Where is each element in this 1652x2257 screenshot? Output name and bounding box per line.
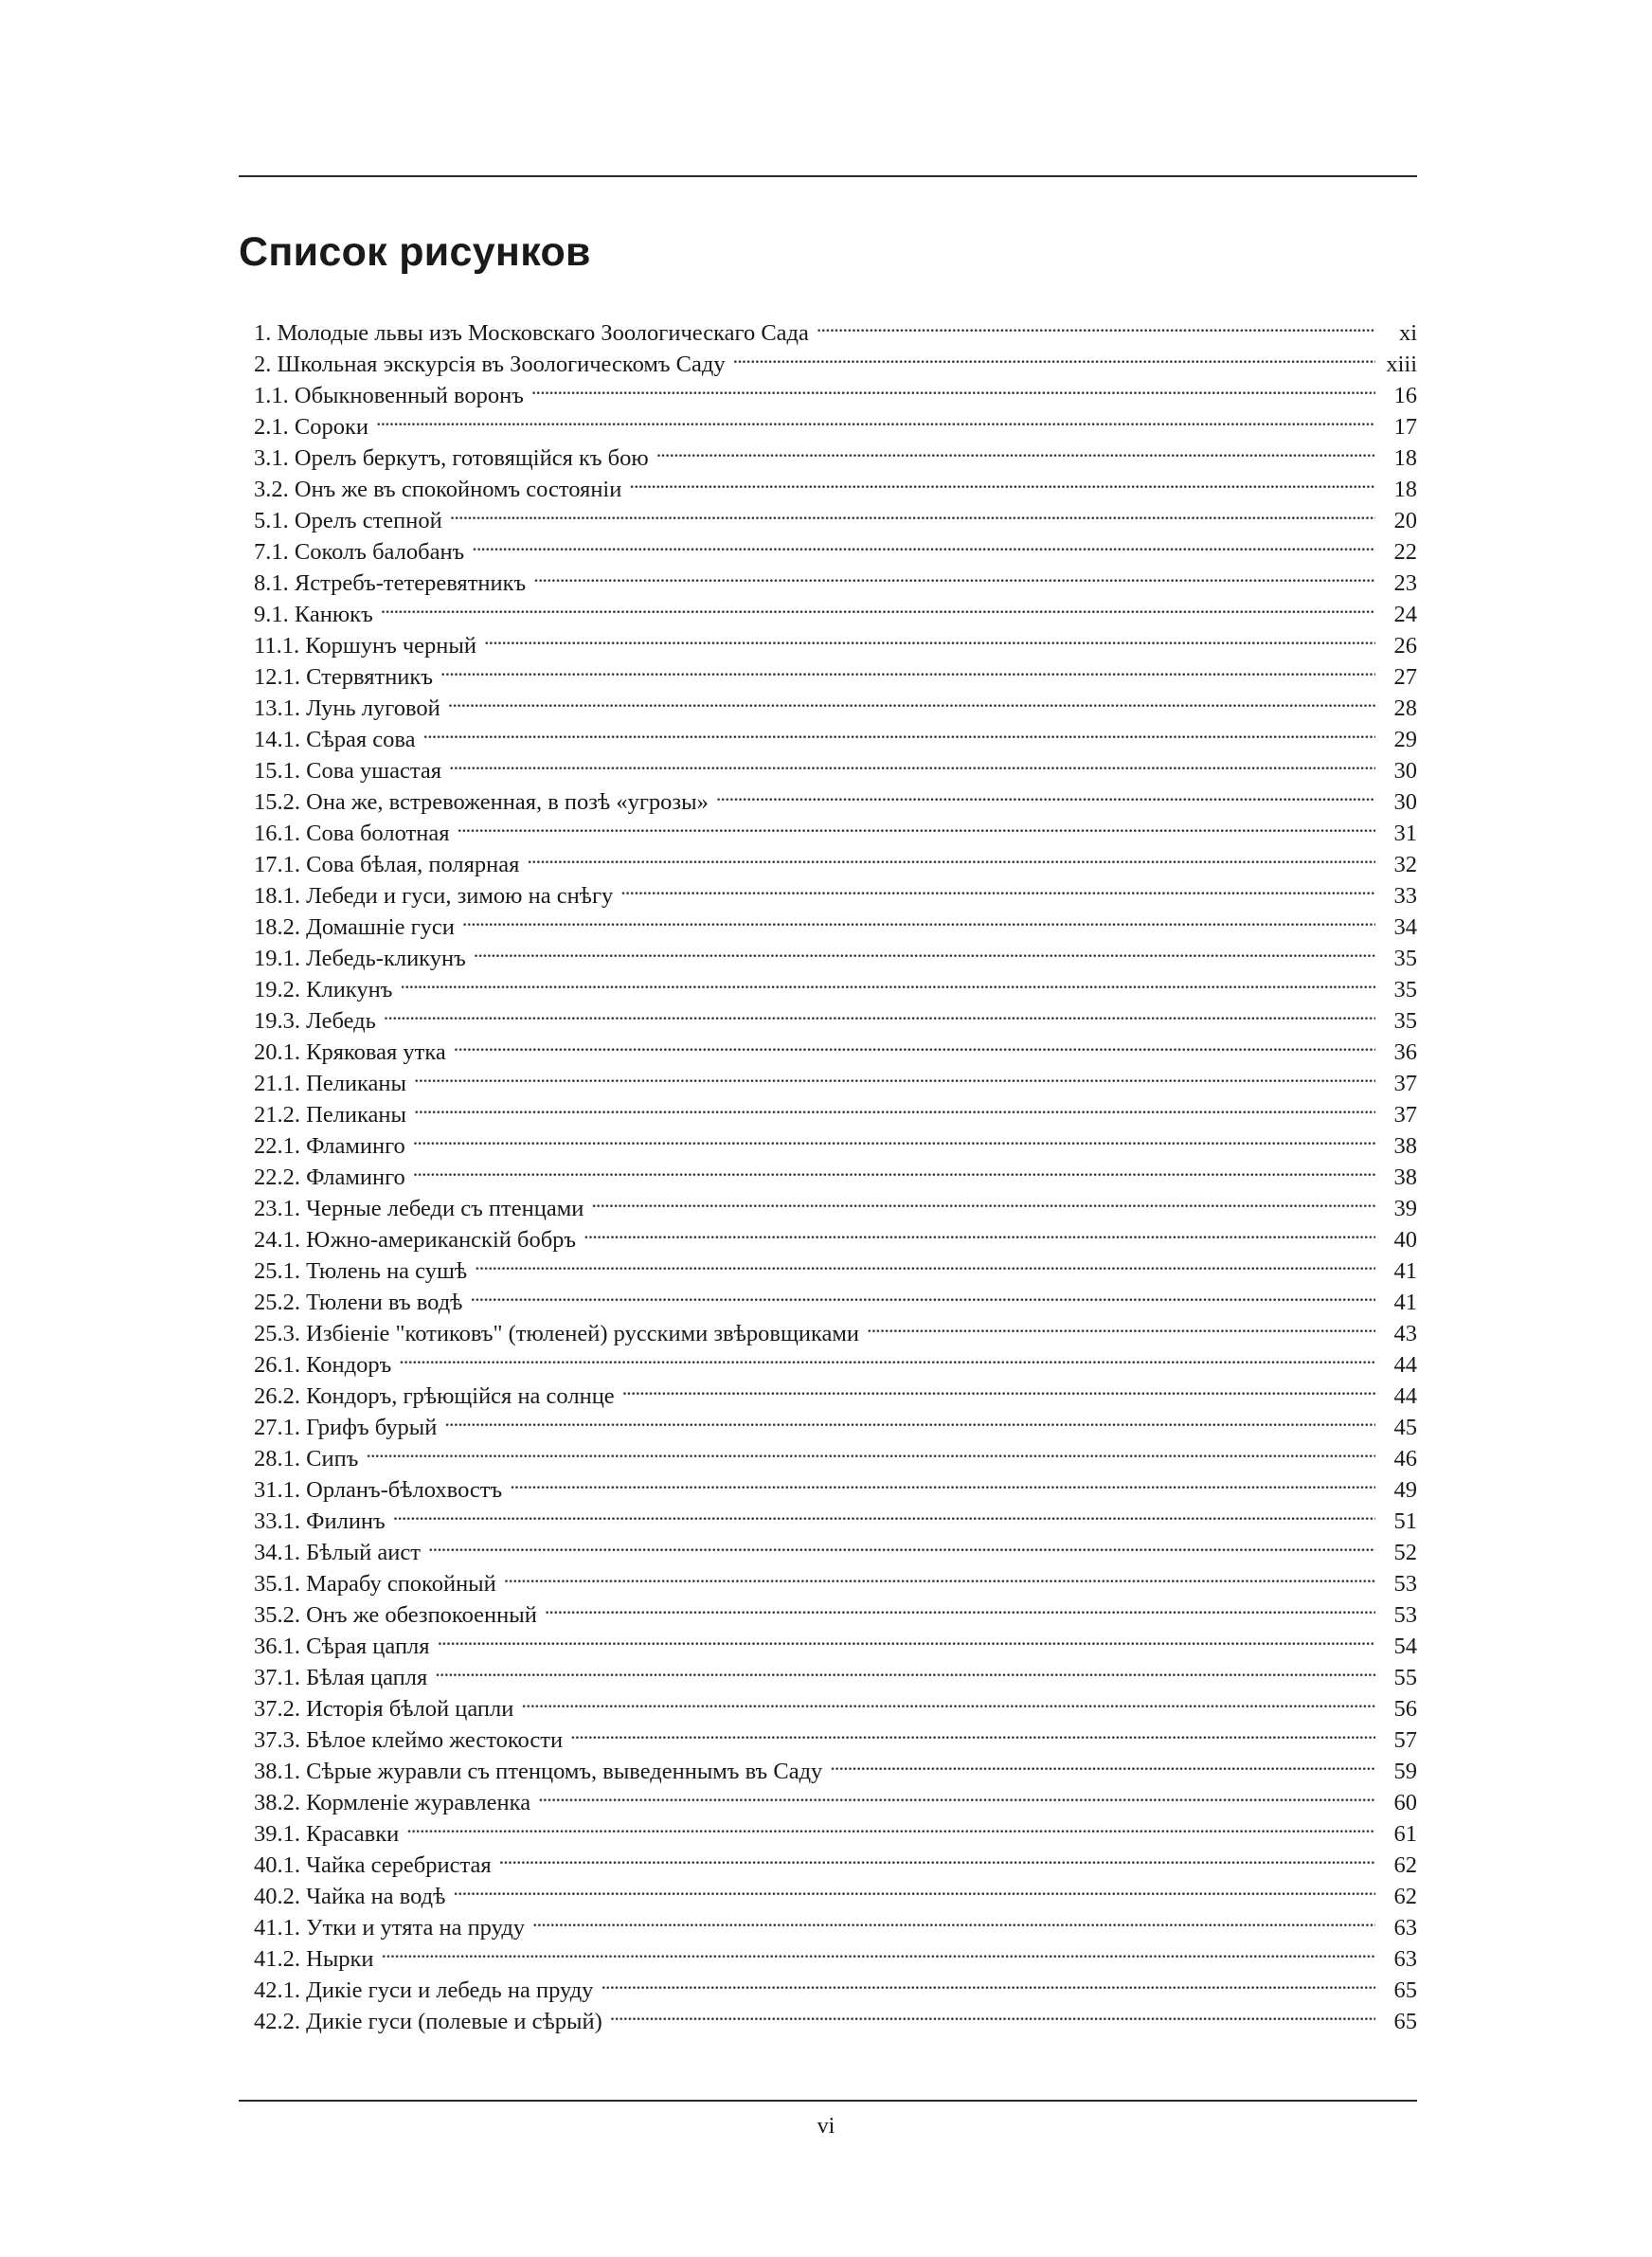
dot-leader xyxy=(428,1528,1375,1560)
dot-leader xyxy=(449,747,1375,778)
dot-leader xyxy=(584,1216,1375,1247)
toc-entry-page: 40 xyxy=(1393,1227,1417,1253)
dot-leader xyxy=(504,1560,1375,1591)
header-rule xyxy=(239,175,1417,177)
dot-leader xyxy=(400,966,1375,997)
toc-entry[interactable] xyxy=(254,1810,1417,1847)
toc-entry-page: 41 xyxy=(1393,1258,1417,1284)
dot-leader xyxy=(376,403,1375,434)
toc-entry-page: xi xyxy=(1398,320,1417,346)
toc-entry-label: 20.1. Кряковая утка xyxy=(254,1039,446,1065)
toc-entry-page: 24 xyxy=(1393,602,1417,627)
toc-entry-page: 38 xyxy=(1393,1133,1417,1159)
toc-entry-page: 17 xyxy=(1393,414,1417,440)
toc-entry-page: 27 xyxy=(1393,664,1417,690)
toc-entry[interactable] xyxy=(254,1122,1417,1159)
page-number: vi xyxy=(817,2114,835,2139)
dot-leader xyxy=(414,1091,1375,1122)
dot-leader xyxy=(393,1497,1375,1528)
toc-entry[interactable] xyxy=(254,590,1417,627)
toc-entry-label: 34.1. Бѣлый аист xyxy=(254,1540,421,1565)
toc-entry-page: 18 xyxy=(1393,445,1417,471)
toc-entry-label: 22.1. Фламинго xyxy=(254,1133,405,1159)
dot-leader xyxy=(406,1810,1375,1841)
toc-entry-label: 24.1. Южно-американскій бобръ xyxy=(254,1227,577,1253)
toc-entry-label: 31.1. Орланъ-бѣлохвостъ xyxy=(254,1477,503,1503)
toc-entry[interactable] xyxy=(254,1466,1417,1503)
dot-leader xyxy=(366,1435,1375,1466)
dot-leader xyxy=(591,1184,1375,1216)
dot-leader xyxy=(457,809,1375,840)
toc-entry[interactable] xyxy=(254,1028,1417,1065)
toc-entry[interactable] xyxy=(254,1153,1417,1190)
dot-leader xyxy=(830,1747,1375,1779)
toc-entry-page: 59 xyxy=(1393,1759,1417,1784)
dot-leader xyxy=(423,715,1375,747)
dot-leader xyxy=(450,497,1375,528)
dot-leader xyxy=(545,1591,1375,1622)
toc-entry-page: 56 xyxy=(1393,1696,1417,1722)
dot-leader xyxy=(381,590,1375,622)
dot-leader xyxy=(510,1466,1375,1497)
dot-leader xyxy=(438,1622,1375,1653)
toc-entry-page: 63 xyxy=(1393,1915,1417,1941)
toc-entry[interactable] xyxy=(254,1435,1417,1472)
toc-entry-label: 38.1. Сѣрые журавли съ птенцомъ, выведеннымъ въ Саду xyxy=(254,1759,823,1784)
dot-leader xyxy=(384,997,1375,1028)
toc-entry-label: 12.1. Стервятникъ xyxy=(254,664,433,690)
toc-entry[interactable] xyxy=(254,1935,1417,1972)
toc-entry-label: 13.1. Лунь луговой xyxy=(254,695,440,721)
toc-entry-label: 15.2. Она же, встревоженная, в позѣ «угрозы» xyxy=(254,789,709,815)
toc-entry-page: 38 xyxy=(1393,1165,1417,1190)
toc-entry-label: 2.1. Сороки xyxy=(254,414,368,440)
toc-entry-page: 22 xyxy=(1393,539,1417,565)
toc-entry[interactable] xyxy=(254,309,1417,346)
dot-leader xyxy=(620,872,1375,903)
toc-entry-label: 14.1. Сѣрая сова xyxy=(254,727,416,752)
toc-entry-page: 63 xyxy=(1393,1946,1417,1972)
toc-entry-page: 52 xyxy=(1393,1540,1417,1565)
toc-entry-page: 55 xyxy=(1393,1665,1417,1690)
toc-entry-page: 39 xyxy=(1393,1196,1417,1221)
dot-leader xyxy=(462,903,1375,934)
dot-leader xyxy=(399,1341,1375,1372)
toc-entry[interactable] xyxy=(254,1841,1417,1878)
toc-entry[interactable] xyxy=(254,715,1417,752)
toc-entry[interactable] xyxy=(254,1528,1417,1565)
dot-leader xyxy=(499,1841,1375,1872)
toc-entry-page: 30 xyxy=(1393,789,1417,815)
toc-entry-label: 36.1. Сѣрая цапля xyxy=(254,1634,430,1659)
toc-entry-label: 26.2. Кондоръ, грѣющійся на солнце xyxy=(254,1383,615,1409)
toc-entry-label: 40.2. Чайка на водѣ xyxy=(254,1884,446,1909)
toc-entry-label: 35.1. Марабу спокойный xyxy=(254,1571,496,1597)
toc-entry-label: 19.1. Лебедь-кликунъ xyxy=(254,946,466,971)
toc-entry-page: 37 xyxy=(1393,1102,1417,1128)
dot-leader xyxy=(533,559,1375,590)
toc-entry-label: 35.2. Онъ же обезпокоенный xyxy=(254,1602,537,1628)
dot-leader xyxy=(472,528,1375,559)
toc-entry-label: 5.1. Орелъ степной xyxy=(254,508,442,533)
toc-entry-label: 38.2. Кормленіе журавленка xyxy=(254,1790,531,1815)
toc-entry-label: 3.2. Онъ же въ спокойномъ состояніи xyxy=(254,477,622,502)
toc-entry-label: 16.1. Сова болотная xyxy=(254,821,450,846)
page-title: Список рисунков xyxy=(239,229,591,275)
toc-entry[interactable] xyxy=(254,1497,1417,1534)
toc-entry-label: 7.1. Соколъ балобанъ xyxy=(254,539,465,565)
toc-entry-page: 44 xyxy=(1393,1352,1417,1378)
dot-leader xyxy=(601,1966,1375,1997)
toc-entry-page: 44 xyxy=(1393,1383,1417,1409)
dot-leader xyxy=(448,684,1375,715)
dot-leader xyxy=(570,1716,1375,1747)
toc-entry-label: 21.2. Пеликаны xyxy=(254,1102,407,1128)
footer-rule xyxy=(239,2100,1417,2102)
toc-entry[interactable] xyxy=(254,622,1417,659)
toc-entry-label: 17.1. Сова бѣлая, полярная xyxy=(254,852,520,877)
toc-entry-label: 1.1. Обыкновенный воронъ xyxy=(254,383,524,408)
toc-entry-page: 65 xyxy=(1393,2009,1417,2034)
dot-leader xyxy=(610,1997,1375,2029)
toc-entry-page: 35 xyxy=(1393,946,1417,971)
toc-entry-page: 31 xyxy=(1393,821,1417,846)
toc-entry[interactable] xyxy=(254,747,1417,784)
toc-entry-page: 20 xyxy=(1393,508,1417,533)
toc-entry-page: 65 xyxy=(1393,1977,1417,2003)
toc-entry-page: 45 xyxy=(1393,1415,1417,1440)
toc-entry-label: 25.2. Тюлени въ водѣ xyxy=(254,1290,463,1315)
toc-entry-label: 18.2. Домашніе гуси xyxy=(254,914,455,940)
dot-leader xyxy=(382,1935,1375,1966)
toc-entry-page: 49 xyxy=(1393,1477,1417,1503)
toc-entry[interactable] xyxy=(254,1560,1417,1597)
toc-entry-label: 11.1. Коршунъ черный xyxy=(254,633,476,659)
toc-entry-page: 62 xyxy=(1393,1884,1417,1909)
list-of-figures xyxy=(254,309,1417,2034)
toc-entry[interactable] xyxy=(254,1059,1417,1096)
toc-entry-page: 46 xyxy=(1393,1446,1417,1472)
toc-entry-page: 29 xyxy=(1393,727,1417,752)
toc-entry-page: 32 xyxy=(1393,852,1417,877)
toc-entry-label: 15.1. Сова ушастая xyxy=(254,758,441,784)
toc-entry-label: 1. Молодые львы изъ Московскаго Зоологическаго Сада xyxy=(254,320,809,346)
dot-leader xyxy=(470,1278,1375,1309)
toc-entry-label: 41.2. Нырки xyxy=(254,1946,374,1972)
toc-entry-label: 28.1. Сипъ xyxy=(254,1446,359,1472)
dot-leader xyxy=(527,840,1375,872)
toc-entry-page: xiii xyxy=(1386,352,1417,377)
toc-entry[interactable] xyxy=(254,434,1417,471)
dot-leader xyxy=(629,465,1375,497)
toc-entry-page: 28 xyxy=(1393,695,1417,721)
toc-entry-page: 51 xyxy=(1393,1508,1417,1534)
dot-leader xyxy=(440,653,1375,684)
toc-entry-label: 8.1. Ястребъ-тетеревятникъ xyxy=(254,570,527,596)
toc-entry-page: 54 xyxy=(1393,1634,1417,1659)
toc-entry-label: 2. Школьная экскурсія въ Зоологическомъ Саду xyxy=(254,352,726,377)
toc-entry-page: 35 xyxy=(1393,1008,1417,1034)
dot-leader xyxy=(532,1904,1375,1935)
toc-entry[interactable] xyxy=(254,1091,1417,1128)
toc-entry-page: 41 xyxy=(1393,1290,1417,1315)
toc-entry-page: 26 xyxy=(1393,633,1417,659)
toc-entry-label: 21.1. Пеликаны xyxy=(254,1071,407,1096)
toc-entry-label: 25.1. Тюлень на сушѣ xyxy=(254,1258,468,1284)
toc-entry-page: 43 xyxy=(1393,1321,1417,1346)
toc-entry-page: 33 xyxy=(1393,883,1417,909)
toc-entry-label: 42.1. Дикіе гуси и лебедь на пруду xyxy=(254,1977,594,2003)
toc-entry-page: 60 xyxy=(1393,1790,1417,1815)
dot-leader xyxy=(817,309,1375,340)
toc-entry-label: 9.1. Канюкъ xyxy=(254,602,373,627)
toc-entry-label: 26.1. Кондоръ xyxy=(254,1352,392,1378)
dot-leader xyxy=(435,1653,1375,1685)
dot-leader xyxy=(622,1372,1375,1403)
toc-entry-page: 61 xyxy=(1393,1821,1417,1847)
toc-entry-label: 37.2. Исторія бѣлой цапли xyxy=(254,1696,514,1722)
dot-leader xyxy=(867,1309,1375,1341)
dot-leader xyxy=(453,1872,1375,1904)
dot-leader xyxy=(716,778,1375,809)
toc-entry-label: 40.1. Чайка серебристая xyxy=(254,1852,492,1878)
dot-leader xyxy=(454,1028,1375,1059)
dot-leader xyxy=(414,1059,1375,1091)
toc-entry-page: 35 xyxy=(1393,977,1417,1002)
toc-entry-page: 30 xyxy=(1393,758,1417,784)
toc-entry-label: 41.1. Утки и утята на пруду xyxy=(254,1915,526,1941)
toc-entry-label: 18.1. Лебеди и гуси, зимою на снѣгу xyxy=(254,883,614,909)
toc-entry-page: 16 xyxy=(1393,383,1417,408)
toc-entry-label: 37.3. Бѣлое клеймо жестокости xyxy=(254,1727,564,1753)
toc-entry-page: 34 xyxy=(1393,914,1417,940)
toc-entry-label: 23.1. Черные лебеди съ птенцами xyxy=(254,1196,584,1221)
dot-leader xyxy=(474,934,1375,966)
toc-entry[interactable] xyxy=(254,1341,1417,1378)
toc-entry-page: 53 xyxy=(1393,1602,1417,1628)
dot-leader xyxy=(444,1403,1375,1435)
toc-entry-label: 37.1. Бѣлая цапля xyxy=(254,1665,428,1690)
dot-leader xyxy=(531,371,1375,403)
dot-leader xyxy=(656,434,1375,465)
toc-entry-label: 3.1. Орелъ беркутъ, готовящійся къ бою xyxy=(254,445,649,471)
dot-leader xyxy=(538,1779,1375,1810)
toc-entry-label: 25.3. Избіеніе "котиковъ" (тюленей) русскими звѣровщиками xyxy=(254,1321,859,1346)
toc-entry-page: 62 xyxy=(1393,1852,1417,1878)
toc-entry-page: 57 xyxy=(1393,1727,1417,1753)
toc-entry-label: 19.3. Лебедь xyxy=(254,1008,376,1034)
dot-leader xyxy=(484,622,1375,653)
toc-entry[interactable] xyxy=(254,997,1417,1034)
toc-entry[interactable] xyxy=(254,966,1417,1002)
toc-entry-page: 18 xyxy=(1393,477,1417,502)
toc-entry-label: 19.2. Кликунъ xyxy=(254,977,393,1002)
toc-entry-page: 36 xyxy=(1393,1039,1417,1065)
dot-leader xyxy=(475,1247,1375,1278)
toc-entry-label: 27.1. Грифъ бурый xyxy=(254,1415,438,1440)
toc-entry-label: 22.2. Фламинго xyxy=(254,1165,405,1190)
toc-entry-label: 33.1. Филинъ xyxy=(254,1508,386,1534)
toc-entry[interactable] xyxy=(254,1966,1417,2003)
dot-leader xyxy=(413,1122,1375,1153)
toc-entry[interactable] xyxy=(254,403,1417,440)
dot-leader xyxy=(521,1685,1375,1716)
toc-entry[interactable] xyxy=(254,1372,1417,1409)
toc-entry-page: 37 xyxy=(1393,1071,1417,1096)
toc-entry-page: 53 xyxy=(1393,1571,1417,1597)
toc-entry-label: 39.1. Красавки xyxy=(254,1821,400,1847)
toc-entry-page: 23 xyxy=(1393,570,1417,596)
dot-leader xyxy=(413,1153,1375,1184)
toc-entry-label: 42.2. Дикіе гуси (полевые и сѣрый) xyxy=(254,2009,602,2034)
dot-leader xyxy=(733,340,1375,371)
toc-entry[interactable] xyxy=(254,1184,1417,1221)
